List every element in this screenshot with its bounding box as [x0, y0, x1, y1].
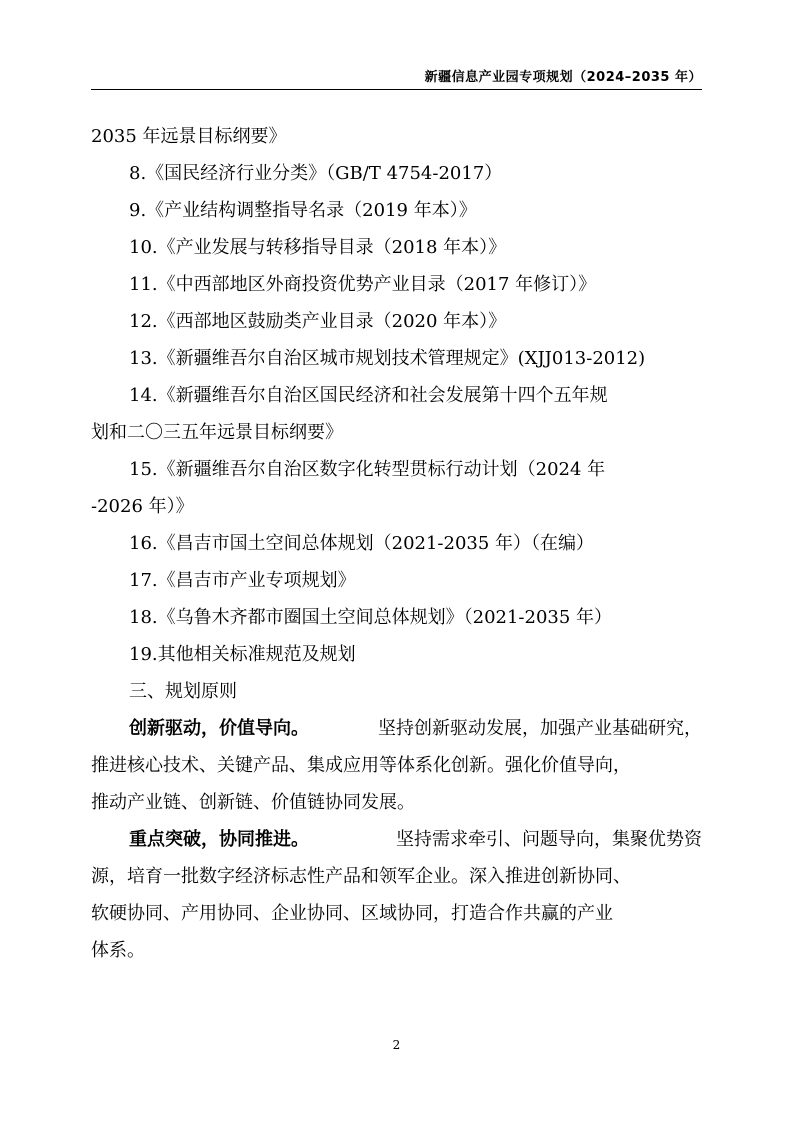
principle-text: 坚持需求牵引、问题导向，集聚优势资 [396, 828, 702, 850]
reference-line: 12.《西部地区鼓励类产业目录（2020 年本）》 [129, 310, 507, 332]
document-body [91, 116, 702, 967]
reference-line: 划和二〇三五年远景目标纲要》 [91, 421, 343, 443]
reference-line: 15.《新疆维吾尔自治区数字化转型贯标行动计划（2024 年 [129, 458, 606, 480]
reference-line: 13.《新疆维吾尔自治区城市规划技术管理规定》(XJJ013-2012) [129, 347, 646, 369]
principle-first-line [91, 708, 702, 745]
principle-title: 创新驱动，价值导向。 [129, 717, 309, 739]
reference-line: 9.《产业结构调整指导名录（2019 年本）》 [129, 199, 477, 221]
reference-list [91, 116, 702, 671]
principle-line: 推进核心技术、关键产品、集成应用等体系化创新。强化价值导向， [91, 754, 631, 776]
principle-line: 体系。 [91, 939, 145, 961]
reference-line: 17.《昌吉市产业专项规划》 [129, 569, 356, 591]
reference-line: 10.《产业发展与转移指导目录（2018 年本）》 [129, 236, 507, 258]
reference-line: 11.《中西部地区外商投资优势产业目录（2017 年修订）》 [129, 273, 597, 295]
reference-line: 8.《国民经济行业分类》（GB/T 4754-2017） [129, 162, 503, 184]
principle-line: 源，培育一批数字经济标志性产品和领军企业。深入推进创新协同、 [91, 865, 631, 887]
page-number: 2 [392, 1038, 401, 1052]
reference-line: 2035 年远景目标纲要》 [91, 125, 287, 147]
principle-text: 坚持创新驱动发展，加强产业基础研究， [378, 717, 702, 739]
principle-line: 软硬协同、产用协同、企业协同、区域协同，打造合作共赢的产业 [91, 902, 613, 924]
principle-paragraph-1 [91, 708, 702, 819]
reference-line: 18.《乌鲁木齐都市圈国土空间总体规划》（2021-2035 年） [129, 606, 613, 628]
principle-title: 重点突破，协同推进。 [129, 828, 309, 850]
reference-line: 16.《昌吉市国土空间总体规划（2021-2035 年）（在编） [129, 532, 595, 554]
principle-first-line [91, 819, 702, 856]
principle-paragraph-2 [91, 819, 702, 967]
running-header: 新疆信息产业园专项规划（2024–2035 年） [424, 70, 702, 85]
reference-line: 19.其他相关标准规范及规划 [129, 643, 356, 665]
header-rule [91, 89, 702, 90]
reference-line: -2026 年）》 [91, 495, 194, 517]
reference-line: 14.《新疆维吾尔自治区国民经济和社会发展第十四个五年规 [129, 384, 608, 406]
section-heading: 三、规划原则 [129, 680, 237, 702]
principle-line: 推动产业链、创新链、价值链协同发展。 [91, 791, 415, 813]
